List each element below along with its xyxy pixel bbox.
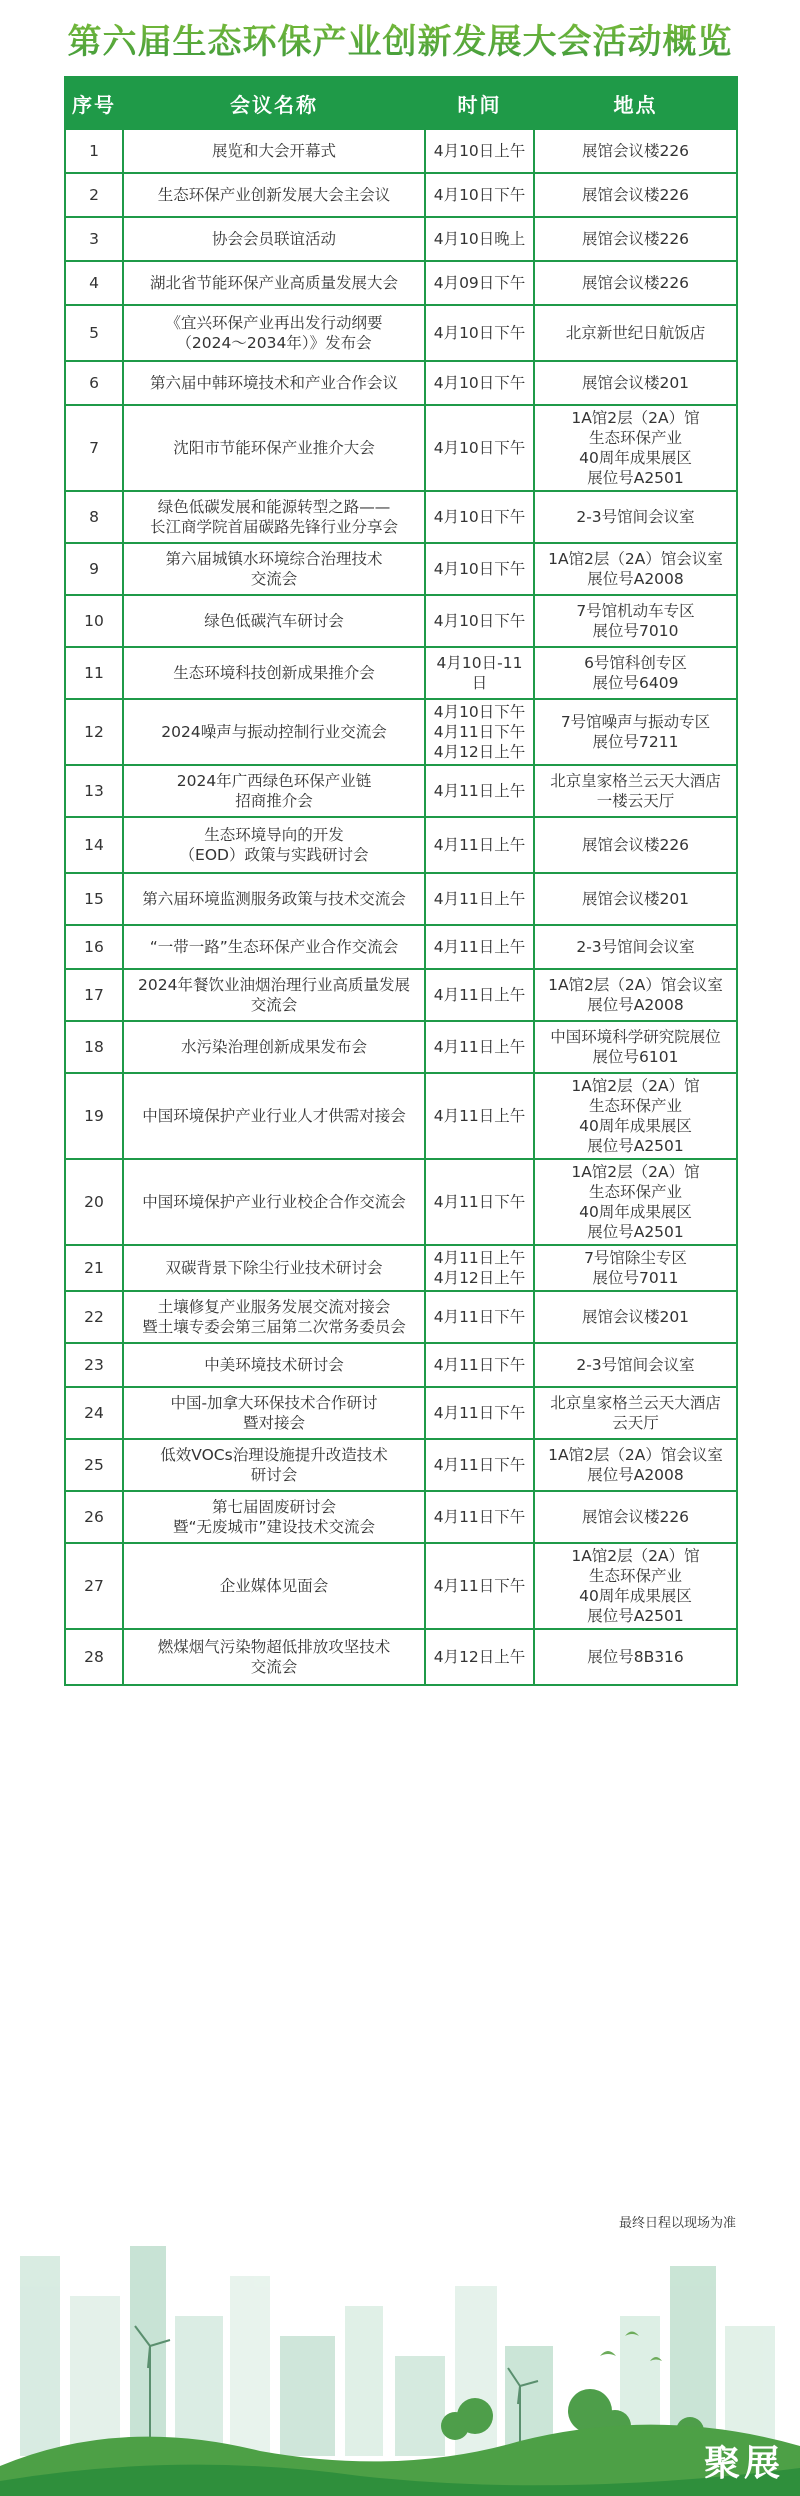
cell-meeting-name: [123, 595, 425, 647]
cell-venue-text: 7号馆机动车专区 展位号7010: [576, 602, 695, 640]
cell-no-text: 15: [84, 890, 104, 908]
cell-meeting-name: [123, 925, 425, 969]
cell-time-text: 4月11日下午: [433, 1508, 526, 1526]
cell-time: [425, 1245, 534, 1291]
cell-venue: [534, 595, 737, 647]
cell-meeting-name-text: 燃煤烟气污染物超低排放攻坚技术 交流会: [157, 1638, 391, 1676]
cell-meeting-name-text: 水污染治理创新成果发布会: [180, 1038, 367, 1056]
cell-no: [65, 595, 123, 647]
cell-time-text: 4月11日上午: [433, 938, 526, 956]
cell-time: [425, 1543, 534, 1629]
cell-venue-text: 7号馆噪声与振动专区 展位号7211: [560, 713, 711, 751]
cell-no-text: 9: [89, 560, 99, 578]
cell-time-text: 4月10日下午: [433, 612, 526, 630]
cell-time-text: 4月10日下午: [433, 374, 526, 392]
cell-venue-text: 2-3号馆间会议室: [576, 508, 695, 526]
cell-venue-text: 1A馆2层（2A）馆会议室 展位号A2008: [548, 1446, 723, 1484]
table-row: [65, 405, 737, 491]
schedule-table: [64, 76, 738, 1686]
cell-venue: [534, 1343, 737, 1387]
table-row: [65, 1343, 737, 1387]
cell-venue: [534, 361, 737, 405]
cell-no: [65, 969, 123, 1021]
cell-meeting-name-text: 2024年餐饮业油烟治理行业高质量发展 交流会: [138, 976, 410, 1014]
schedule-table-container: [64, 76, 736, 1686]
cell-no-text: 20: [84, 1193, 104, 1211]
cell-venue: [534, 1159, 737, 1245]
table-row: [65, 873, 737, 925]
cell-no-text: 26: [84, 1508, 104, 1526]
cell-meeting-name: [123, 305, 425, 361]
cell-meeting-name-text: 《宜兴环保产业再出发行动纲要 （2024～2034年）》发布会: [165, 314, 383, 352]
cell-time-text: 4月10日下午: [433, 324, 526, 342]
cell-meeting-name-text: 第六届中韩环境技术和产业合作会议: [149, 374, 398, 392]
cell-venue-text: 展馆会议楼201: [581, 890, 690, 908]
table-row: [65, 173, 737, 217]
cell-no-text: 1: [89, 142, 99, 160]
cell-meeting-name-text: 企业媒体见面会: [219, 1577, 329, 1595]
cell-meeting-name-text: 中美环境技术研讨会: [204, 1356, 344, 1374]
cell-time-text: 4月11日上午: [433, 782, 526, 800]
cell-venue-text: 展馆会议楼226: [581, 836, 690, 854]
cell-no-text: 12: [84, 723, 104, 741]
cell-time-text: 4月11日上午 4月12日上午: [433, 1249, 526, 1287]
cell-meeting-name-text: 第六届环境监测服务政策与技术交流会: [142, 890, 406, 908]
cell-time-text: 4月11日下午: [433, 1404, 526, 1422]
cell-no-text: 11: [84, 664, 104, 682]
cell-no: [65, 217, 123, 261]
header-no: 序号: [65, 77, 123, 129]
cell-time: [425, 217, 534, 261]
cell-meeting-name-text: 2024噪声与振动控制行业交流会: [161, 723, 387, 741]
cell-no-text: 6: [89, 374, 99, 392]
cell-meeting-name-text: 展览和大会开幕式: [211, 142, 336, 160]
cell-time: [425, 405, 534, 491]
cell-no: [65, 1343, 123, 1387]
cell-time-text: 4月10日下午: [433, 439, 526, 457]
cell-no: [65, 261, 123, 305]
table-row: [65, 1543, 737, 1629]
cell-meeting-name: [123, 217, 425, 261]
cell-meeting-name: [123, 1245, 425, 1291]
cell-no: [65, 1439, 123, 1491]
table-row: [65, 261, 737, 305]
cell-venue-text: 1A馆2层（2A）馆 生态环保产业 40周年成果展区 展位号A2501: [571, 409, 700, 487]
cell-meeting-name: [123, 129, 425, 173]
cell-no-text: 21: [84, 1259, 104, 1277]
cell-venue: [534, 699, 737, 765]
cell-time: [425, 361, 534, 405]
table-row: [65, 1629, 737, 1685]
cell-meeting-name-text: 2024年广西绿色环保产业链 招商推介会: [176, 772, 372, 810]
table-row: [65, 1159, 737, 1245]
cell-venue-text: 6号馆科创专区 展位号6409: [584, 654, 687, 692]
cell-no: [65, 1629, 123, 1685]
cell-no-text: 23: [84, 1356, 104, 1374]
cell-no: [65, 765, 123, 817]
cell-no: [65, 1387, 123, 1439]
table-row: [65, 765, 737, 817]
cell-meeting-name-text: 绿色低碳汽车研讨会: [204, 612, 344, 630]
cell-venue: [534, 217, 737, 261]
cell-meeting-name-text: 绿色低碳发展和能源转型之路—— 长江商学院首届碳路先锋行业分享会: [149, 498, 398, 536]
cell-meeting-name: [123, 1021, 425, 1073]
cell-no: [65, 491, 123, 543]
cell-no-text: 28: [84, 1648, 104, 1666]
cell-no-text: 19: [84, 1107, 104, 1125]
table-row: [65, 305, 737, 361]
cell-no-text: 13: [84, 782, 104, 800]
cell-time: [425, 173, 534, 217]
cell-meeting-name: [123, 1159, 425, 1245]
cell-no: [65, 1245, 123, 1291]
cell-time-text: 4月10日下午 4月11日下午 4月12日上午: [433, 703, 526, 761]
cell-no: [65, 647, 123, 699]
cell-venue-text: 2-3号馆间会议室: [576, 1356, 695, 1374]
cell-meeting-name: [123, 1387, 425, 1439]
cell-meeting-name: [123, 817, 425, 873]
cell-venue-text: 展馆会议楼226: [581, 142, 690, 160]
cell-venue: [534, 1245, 737, 1291]
cell-venue-text: 北京新世纪日航饭店: [565, 324, 706, 342]
cell-venue: [534, 1439, 737, 1491]
table-header-row: [65, 77, 737, 129]
cell-venue-text: 展馆会议楼201: [581, 374, 690, 392]
cell-meeting-name-text: 沈阳市节能环保产业推介大会: [173, 439, 375, 457]
cell-venue: [534, 405, 737, 491]
cell-time-text: 4月11日上午: [433, 986, 526, 1004]
cell-meeting-name-text: 中国环境保护产业行业校企合作交流会: [142, 1193, 406, 1211]
cell-venue: [534, 1543, 737, 1629]
cell-venue: [534, 491, 737, 543]
cell-time-text: 4月10日下午: [433, 560, 526, 578]
cell-meeting-name: [123, 1291, 425, 1343]
cell-no: [65, 305, 123, 361]
cell-no-text: 7: [89, 439, 99, 457]
cell-meeting-name: [123, 1073, 425, 1159]
cell-no-text: 2: [89, 186, 99, 204]
cell-time: [425, 1291, 534, 1343]
cell-no-text: 27: [84, 1577, 104, 1595]
cell-venue: [534, 969, 737, 1021]
cell-meeting-name: [123, 1439, 425, 1491]
cell-venue: [534, 305, 737, 361]
cell-no-text: 8: [89, 508, 99, 526]
cell-time: [425, 1387, 534, 1439]
cell-time: [425, 261, 534, 305]
cell-no: [65, 1543, 123, 1629]
cell-venue-text: 展馆会议楼201: [581, 1308, 690, 1326]
cell-meeting-name-text: 双碳背景下除尘行业技术研讨会: [165, 1259, 383, 1277]
cell-no: [65, 925, 123, 969]
cell-time: [425, 129, 534, 173]
cell-meeting-name: [123, 1543, 425, 1629]
table-row: [65, 1291, 737, 1343]
cell-time: [425, 873, 534, 925]
cell-venue-text: 展馆会议楼226: [581, 274, 690, 292]
header-name: 会议名称: [123, 77, 425, 129]
cell-no-text: 17: [84, 986, 104, 1004]
cell-no-text: 14: [84, 836, 104, 854]
table-row: [65, 647, 737, 699]
cell-time-text: 4月11日下午: [433, 1193, 526, 1211]
table-row: [65, 543, 737, 595]
cell-no-text: 5: [89, 324, 99, 342]
cell-time-text: 4月11日下午: [433, 1356, 526, 1374]
cell-no-text: 25: [84, 1456, 104, 1474]
cell-venue: [534, 1629, 737, 1685]
cell-venue-text: 展馆会议楼226: [581, 230, 690, 248]
cell-venue: [534, 925, 737, 969]
cell-venue: [534, 543, 737, 595]
table-row: [65, 1439, 737, 1491]
cell-no: [65, 1291, 123, 1343]
cell-venue: [534, 647, 737, 699]
cell-no: [65, 699, 123, 765]
cell-no-text: 24: [84, 1404, 104, 1422]
cell-time-text: 4月11日上午: [433, 836, 526, 854]
cell-time-text: 4月11日下午: [433, 1577, 526, 1595]
cell-venue-text: 1A馆2层（2A）馆 生态环保产业 40周年成果展区 展位号A2501: [571, 1547, 700, 1625]
cell-venue-text: 1A馆2层（2A）馆 生态环保产业 40周年成果展区 展位号A2501: [571, 1163, 700, 1241]
cell-meeting-name-text: 中国-加拿大环保技术合作研讨 暨对接会: [170, 1394, 378, 1432]
cell-meeting-name: [123, 173, 425, 217]
cell-meeting-name-text: 生态环保产业创新发展大会主会议: [157, 186, 391, 204]
cell-venue: [534, 173, 737, 217]
cell-time: [425, 699, 534, 765]
cell-time-text: 4月10日上午: [433, 142, 526, 160]
cell-time: [425, 1491, 534, 1543]
cell-no: [65, 173, 123, 217]
cell-venue: [534, 817, 737, 873]
cell-time: [425, 925, 534, 969]
cell-no: [65, 361, 123, 405]
cell-venue-text: 北京皇家格兰云天大酒店 一楼云天厅: [550, 772, 721, 810]
cell-venue: [534, 1021, 737, 1073]
building-backdrop: [20, 2246, 775, 2456]
cell-time: [425, 817, 534, 873]
cell-no-text: 22: [84, 1308, 104, 1326]
cell-time: [425, 647, 534, 699]
page-title: 第六届生态环保产业创新发展大会活动概览: [0, 14, 800, 63]
cell-meeting-name: [123, 969, 425, 1021]
cell-venue-text: 1A馆2层（2A）馆会议室 展位号A2008: [548, 976, 723, 1014]
cell-time-text: 4月11日下午: [433, 1456, 526, 1474]
cell-venue-text: 1A馆2层（2A）馆会议室 展位号A2008: [548, 550, 723, 588]
cell-venue-text: 7号馆除尘专区 展位号7011: [584, 1249, 687, 1287]
cell-no-text: 10: [84, 612, 104, 630]
cell-venue-text: 展馆会议楼226: [581, 1508, 690, 1526]
cell-meeting-name-text: “一带一路”生态环保产业合作交流会: [149, 938, 399, 956]
cell-meeting-name-text: 中国环境保护产业行业人才供需对接会: [142, 1107, 406, 1125]
cell-venue: [534, 1387, 737, 1439]
cell-no: [65, 1159, 123, 1245]
cell-time: [425, 765, 534, 817]
table-body: [65, 129, 737, 1685]
cell-time: [425, 969, 534, 1021]
cell-venue: [534, 1073, 737, 1159]
cell-no-text: 3: [89, 230, 99, 248]
cell-meeting-name-text: 第七届固废研讨会 暨“无废城市”建设技术交流会: [172, 1498, 376, 1536]
cell-meeting-name: [123, 1491, 425, 1543]
cell-venue: [534, 765, 737, 817]
cell-no: [65, 1021, 123, 1073]
cell-no: [65, 817, 123, 873]
cell-venue: [534, 261, 737, 305]
cell-time-text: 4月10日下午: [433, 186, 526, 204]
cell-meeting-name-text: 湖北省节能环保产业高质量发展大会: [149, 274, 398, 292]
table-row: [65, 1491, 737, 1543]
cell-time: [425, 543, 534, 595]
table-row: [65, 1073, 737, 1159]
cell-meeting-name: [123, 647, 425, 699]
cell-no: [65, 873, 123, 925]
table-row: [65, 1387, 737, 1439]
cell-venue: [534, 1491, 737, 1543]
cell-time-text: 4月11日下午: [433, 1308, 526, 1326]
cell-time: [425, 1629, 534, 1685]
brand-watermark: 聚展: [703, 2443, 784, 2484]
cell-venue-text: 1A馆2层（2A）馆 生态环保产业 40周年成果展区 展位号A2501: [571, 1077, 700, 1155]
cell-meeting-name-text: 生态环境导向的开发 （EOD）政策与实践研讨会: [179, 826, 369, 864]
cell-meeting-name-text: 协会会员联谊活动: [211, 230, 336, 248]
cell-time-text: 4月09日下午: [433, 274, 526, 292]
cell-meeting-name: [123, 543, 425, 595]
cell-no: [65, 405, 123, 491]
header-time: 时间: [425, 77, 534, 129]
cell-time: [425, 305, 534, 361]
cell-meeting-name: [123, 765, 425, 817]
cell-venue: [534, 873, 737, 925]
cell-venue-text: 展位号8B316: [587, 1648, 684, 1666]
cell-venue-text: 2-3号馆间会议室: [576, 938, 695, 956]
table-row: [65, 1245, 737, 1291]
cell-time: [425, 1021, 534, 1073]
cell-time: [425, 1159, 534, 1245]
header-venue: 地点: [534, 77, 737, 129]
cell-time: [425, 491, 534, 543]
cell-no-text: 18: [84, 1038, 104, 1056]
cell-time: [425, 1073, 534, 1159]
cell-meeting-name: [123, 1343, 425, 1387]
table-row: [65, 491, 737, 543]
cell-time-text: 4月11日上午: [433, 1107, 526, 1125]
cell-meeting-name: [123, 405, 425, 491]
cell-meeting-name-text: 第六届城镇水环境综合治理技术 交流会: [165, 550, 383, 588]
table-row: [65, 129, 737, 173]
cell-venue-text: 展馆会议楼226: [581, 186, 690, 204]
cell-no: [65, 129, 123, 173]
cell-time-text: 4月12日上午: [433, 1648, 526, 1666]
cell-meeting-name: [123, 1629, 425, 1685]
cell-meeting-name: [123, 491, 425, 543]
schedule-note: 最终日程以现场为准: [618, 2216, 736, 2231]
cell-venue: [534, 129, 737, 173]
cell-no: [65, 543, 123, 595]
table-row: [65, 361, 737, 405]
cell-meeting-name: [123, 261, 425, 305]
cell-meeting-name: [123, 699, 425, 765]
cell-time-text: 4月10日晚上: [433, 230, 526, 248]
cell-time: [425, 1439, 534, 1491]
cell-no: [65, 1491, 123, 1543]
table-row: [65, 699, 737, 765]
cell-meeting-name-text: 低效VOCs治理设施提升改造技术 研讨会: [160, 1446, 388, 1484]
cell-time-text: 4月11日上午: [433, 1038, 526, 1056]
cell-time: [425, 595, 534, 647]
city-skyline-illustration: [0, 2236, 800, 2496]
cell-time-text: 4月10日下午: [433, 508, 526, 526]
cell-no: [65, 1073, 123, 1159]
cell-meeting-name-text: 土壤修复产业服务发展交流对接会 暨土壤专委会第三届第二次常务委员会: [142, 1298, 406, 1336]
table-row: [65, 595, 737, 647]
cell-no-text: 4: [89, 274, 99, 292]
table-row: [65, 925, 737, 969]
cell-time-text: 4月10日-11日: [436, 654, 523, 692]
table-row: [65, 1021, 737, 1073]
table-row: [65, 969, 737, 1021]
cell-venue-text: 中国环境科学研究院展位 展位号6101: [550, 1028, 721, 1066]
table-row: [65, 817, 737, 873]
cell-meeting-name-text: 生态环境科技创新成果推介会: [173, 664, 375, 682]
cell-venue-text: 北京皇家格兰云天大酒店 云天厅: [550, 1394, 721, 1432]
table-row: [65, 217, 737, 261]
cell-venue: [534, 1291, 737, 1343]
cell-time-text: 4月11日上午: [433, 890, 526, 908]
cell-no-text: 16: [84, 938, 104, 956]
cell-time: [425, 1343, 534, 1387]
cell-meeting-name: [123, 361, 425, 405]
cell-meeting-name: [123, 873, 425, 925]
